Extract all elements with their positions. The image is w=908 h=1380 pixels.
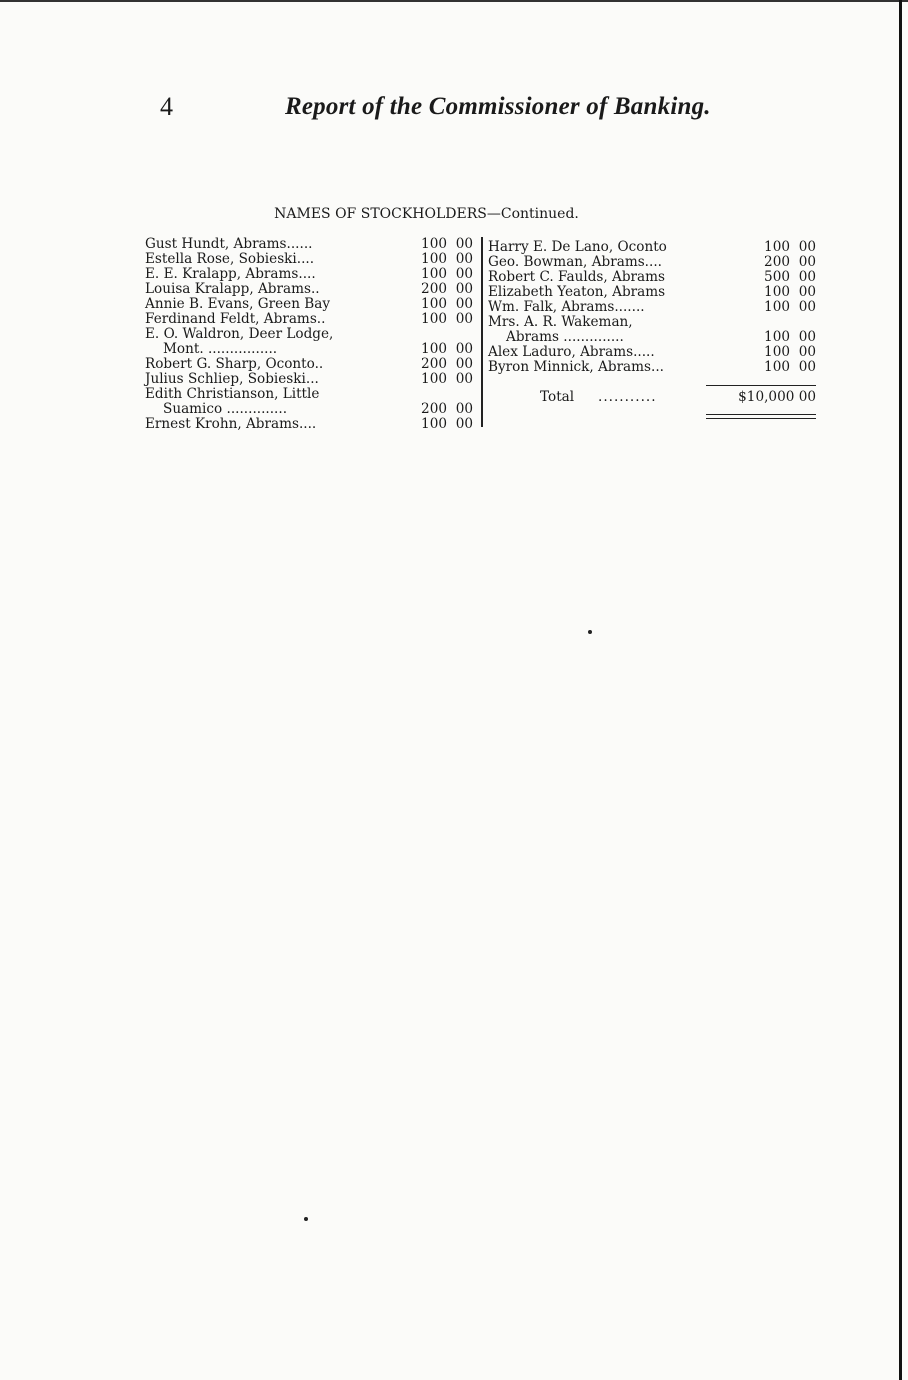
amount-cents: 00 (798, 254, 816, 270)
stockholder-row (145, 237, 475, 252)
stockholder-name: Byron Minnick, Abrams... (488, 359, 664, 375)
amount-dollars: 100 (764, 299, 790, 315)
amount-cents: 00 (455, 311, 473, 327)
stockholder-row (145, 342, 475, 357)
stockholder-row (145, 357, 475, 372)
stockholder-name: Suamico .............. (163, 401, 288, 417)
amount-cents: 00 (798, 359, 816, 375)
total-label: Total (540, 389, 575, 405)
stockholder-row (488, 330, 818, 345)
total-amount: $10,000 00 (738, 389, 816, 405)
share-amount (413, 372, 473, 387)
stockholder-name: Wm. Falk, Abrams....... (488, 299, 645, 315)
stockholder-row (488, 315, 818, 330)
stockholder-name: Mont. ................ (163, 341, 278, 357)
section-title: NAMES OF STOCKHOLDERS—Continued. (274, 206, 579, 222)
share-amount (746, 255, 816, 270)
amount-dollars: 100 (421, 236, 447, 252)
running-head: Report of the Commissioner of Banking. (285, 93, 711, 120)
print-speck (304, 1217, 308, 1221)
total-double-rule-2 (706, 418, 816, 419)
stockholder-row (488, 300, 818, 315)
stockholder-row (145, 252, 475, 267)
amount-cents: 00 (455, 371, 473, 387)
amount-dollars: 100 (421, 416, 447, 432)
stockholder-name: Geo. Bowman, Abrams.... (488, 254, 662, 270)
total-leader-dots: ........... (598, 389, 657, 405)
amount-cents: 00 (455, 356, 473, 372)
amount-dollars: 100 (764, 344, 790, 360)
amount-cents: 00 (798, 329, 816, 345)
amount-dollars: 100 (764, 359, 790, 375)
amount-dollars: 100 (764, 329, 790, 345)
amount-dollars: 200 (421, 281, 447, 297)
amount-cents: 00 (455, 281, 473, 297)
share-amount (413, 357, 473, 372)
amount-cents: 00 (455, 341, 473, 357)
stockholder-row (488, 270, 818, 285)
amount-cents: 00 (798, 269, 816, 285)
stockholder-name: Elizabeth Yeaton, Abrams (488, 284, 666, 300)
stockholder-name: Louisa Kralapp, Abrams.. (145, 281, 320, 297)
stockholder-name: Alex Laduro, Abrams..... (488, 344, 655, 360)
stockholder-name: Gust Hundt, Abrams...... (145, 236, 313, 252)
share-amount (413, 417, 473, 432)
amount-dollars: 100 (421, 311, 447, 327)
amount-dollars: 100 (421, 266, 447, 282)
stockholder-row (145, 312, 475, 327)
amount-cents: 00 (455, 416, 473, 432)
share-amount (746, 315, 816, 330)
stockholder-name: Mrs. A. R. Wakeman, (488, 314, 633, 330)
amount-cents: 00 (455, 251, 473, 267)
stockholder-name: E. E. Kralapp, Abrams.... (145, 266, 316, 282)
stockholder-row (488, 240, 818, 255)
stockholder-row (145, 282, 475, 297)
stockholder-row (145, 372, 475, 387)
share-amount (746, 360, 816, 375)
share-amount (746, 285, 816, 300)
print-speck (588, 630, 592, 634)
share-amount (413, 267, 473, 282)
stockholder-row (145, 327, 475, 342)
stockholder-name: Harry E. De Lano, Oconto (488, 239, 667, 255)
total-double-rule-1 (706, 414, 816, 415)
amount-cents: 00 (798, 239, 816, 255)
stockholder-row (488, 345, 818, 360)
share-amount (413, 312, 473, 327)
amount-dollars: 200 (421, 401, 447, 417)
stockholder-row (145, 267, 475, 282)
amount-cents: 00 (798, 344, 816, 360)
amount-dollars: 100 (421, 371, 447, 387)
share-amount (413, 282, 473, 297)
amount-dollars: 500 (764, 269, 790, 285)
share-amount (413, 402, 473, 417)
share-amount (746, 330, 816, 345)
amount-dollars: 200 (764, 254, 790, 270)
stockholder-name: Robert G. Sharp, Oconto.. (145, 356, 324, 372)
amount-dollars: 100 (764, 239, 790, 255)
column-divider (481, 237, 483, 427)
stockholder-row (488, 285, 818, 300)
stockholder-row (488, 360, 818, 375)
total-rule-top (706, 385, 816, 386)
amount-cents: 00 (455, 236, 473, 252)
stockholder-name: E. O. Waldron, Deer Lodge, (145, 326, 334, 342)
amount-cents: 00 (455, 401, 473, 417)
stockholder-name: Abrams .............. (506, 329, 624, 345)
stockholder-name: Estella Rose, Sobieski.... (145, 251, 315, 267)
amount-dollars: 200 (421, 356, 447, 372)
stockholders-left-column (145, 237, 475, 432)
page-edge-top (0, 0, 908, 2)
share-amount (413, 297, 473, 312)
stockholder-row (145, 402, 475, 417)
amount-dollars: 100 (421, 251, 447, 267)
stockholder-row (145, 387, 475, 402)
share-amount (413, 342, 473, 357)
amount-dollars: 100 (421, 341, 447, 357)
share-amount (413, 252, 473, 267)
amount-cents: 00 (455, 266, 473, 282)
stockholder-name: Edith Christianson, Little (145, 386, 320, 402)
stockholder-name: Robert C. Faulds, Abrams (488, 269, 666, 285)
share-amount (413, 327, 473, 342)
stockholders-right-column (488, 240, 818, 375)
stockholder-name: Ferdinand Feldt, Abrams.. (145, 311, 326, 327)
share-amount (413, 387, 473, 402)
amount-cents: 00 (455, 296, 473, 312)
share-amount (746, 240, 816, 255)
amount-dollars: 100 (421, 296, 447, 312)
share-amount (413, 237, 473, 252)
stockholder-row (488, 255, 818, 270)
share-amount (746, 300, 816, 315)
share-amount (746, 345, 816, 360)
page-number: 4 (160, 92, 173, 121)
share-amount (746, 270, 816, 285)
stockholder-name: Ernest Krohn, Abrams.... (145, 416, 317, 432)
section-title-wrap (0, 206, 908, 222)
amount-cents: 00 (798, 299, 816, 315)
stockholder-name: Annie B. Evans, Green Bay (145, 296, 331, 312)
amount-dollars: 100 (764, 284, 790, 300)
stockholder-row (145, 297, 475, 312)
amount-cents: 00 (798, 284, 816, 300)
stockholder-name: Julius Schliep, Sobieski... (145, 371, 319, 387)
stockholder-row (145, 417, 475, 432)
